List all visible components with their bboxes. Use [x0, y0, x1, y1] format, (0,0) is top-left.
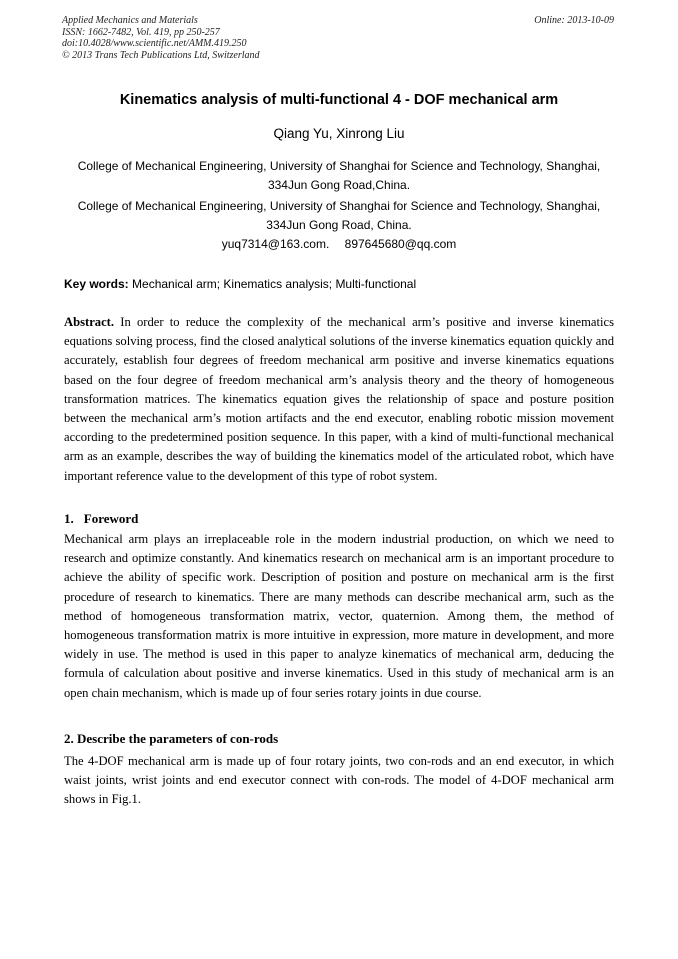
- paper-title: Kinematics analysis of multi-functional 4 - DOF mechanical arm: [119, 92, 559, 108]
- section-2-body: The 4-DOF mechanical arm is made up of four rotary joints, two con-rods and an end executor, in which waist joints, wrist joints and end executor connect with con-rods. The model of 4-DOF mechanical arm shows in Fig.1.: [64, 754, 614, 807]
- keywords-text: Mechanical arm; Kinematics analysis; Multi-functional: [132, 277, 417, 291]
- issn-line: ISSN: 1662-7482, Vol. 419, pp 250-257: [62, 26, 220, 38]
- section-2-heading: 2. Describe the parameters of con-rods: [64, 731, 279, 746]
- abstract: [64, 313, 614, 486]
- emails: [0, 237, 678, 251]
- journal-name: Applied Mechanics and Materials: [62, 15, 198, 26]
- email-2: 897645680@qq.com: [344, 237, 457, 251]
- keywords-label: Key words:: [64, 277, 129, 291]
- abstract-label: Abstract.: [64, 315, 115, 329]
- keywords: [64, 277, 614, 291]
- email-1: yuq7314@163.com.: [221, 237, 330, 251]
- section-1-heading: [64, 511, 138, 527]
- section-1-body: Mechanical arm plays an irreplaceable role in the modern industrial production, on which we need to research and optimize constantly. And kinematics research on mechanical arm is an important procedure to achieve the ability of specific work. Description of position and posture on mechanical arm is the first procedure of research to kinematics. There are many methods can describe mechanical arm, such as the method of homogeneous transformation matrix, vector, quaternion. Among them, the method of homogeneous transformation matrix is more intuitive in expression, more mature in development, and more widely in use. The method is used in this paper to analyze kinematics of mechanical arm, deducing the formula of calculation about positive and inverse kinematics. Used in this study of mechanical arm is an open chain mechanism, which is made up of four series rotary joints in due course.: [64, 532, 614, 700]
- section-1-number: 1.: [64, 511, 74, 526]
- abstract-text: In order to reduce the complexity of the mechanical arm’s positive and inverse kinematics equations solving process, find the closed analytical solutions of the inverse kinematics equation quickly and accurately, establish four degrees of freedom mechanical arm positive and inverse kinematics equations based on the four degree of freedom mechanical arm’s analysis theory and the theory of homogeneous transformation matrices. The kinematics equation gives the relationship of space and posture position between the mechanical arm’s motion artifacts and the end executor, enabling robotic mission movement according to the predetermined position sequence. In this paper, with a kind of multi-functional mechanical arm as an example, describes the way of building the kinematics model of the articulated robot, which have important reference value to the development of this type of robot system.: [64, 315, 614, 483]
- authors: Qiang Yu, Xinrong Liu: [273, 126, 405, 141]
- doi-line: doi:10.4028/www.scientific.net/AMM.419.250: [62, 38, 247, 49]
- affiliation-1: College of Mechanical Engineering, University of Shanghai for Science and Technology, Shanghai, 334Jun Gong Road,China.: [77, 159, 601, 192]
- online-date: Online: 2013-10-09: [534, 15, 614, 26]
- section-1-title: Foreword: [83, 511, 139, 526]
- copyright-line: © 2013 Trans Tech Publications Ltd, Switzerland: [62, 49, 260, 61]
- journal-header: [62, 15, 260, 61]
- affiliation-2: College of Mechanical Engineering, University of Shanghai for Science and Technology, Shanghai, 334Jun Gong Road, China.: [77, 199, 601, 232]
